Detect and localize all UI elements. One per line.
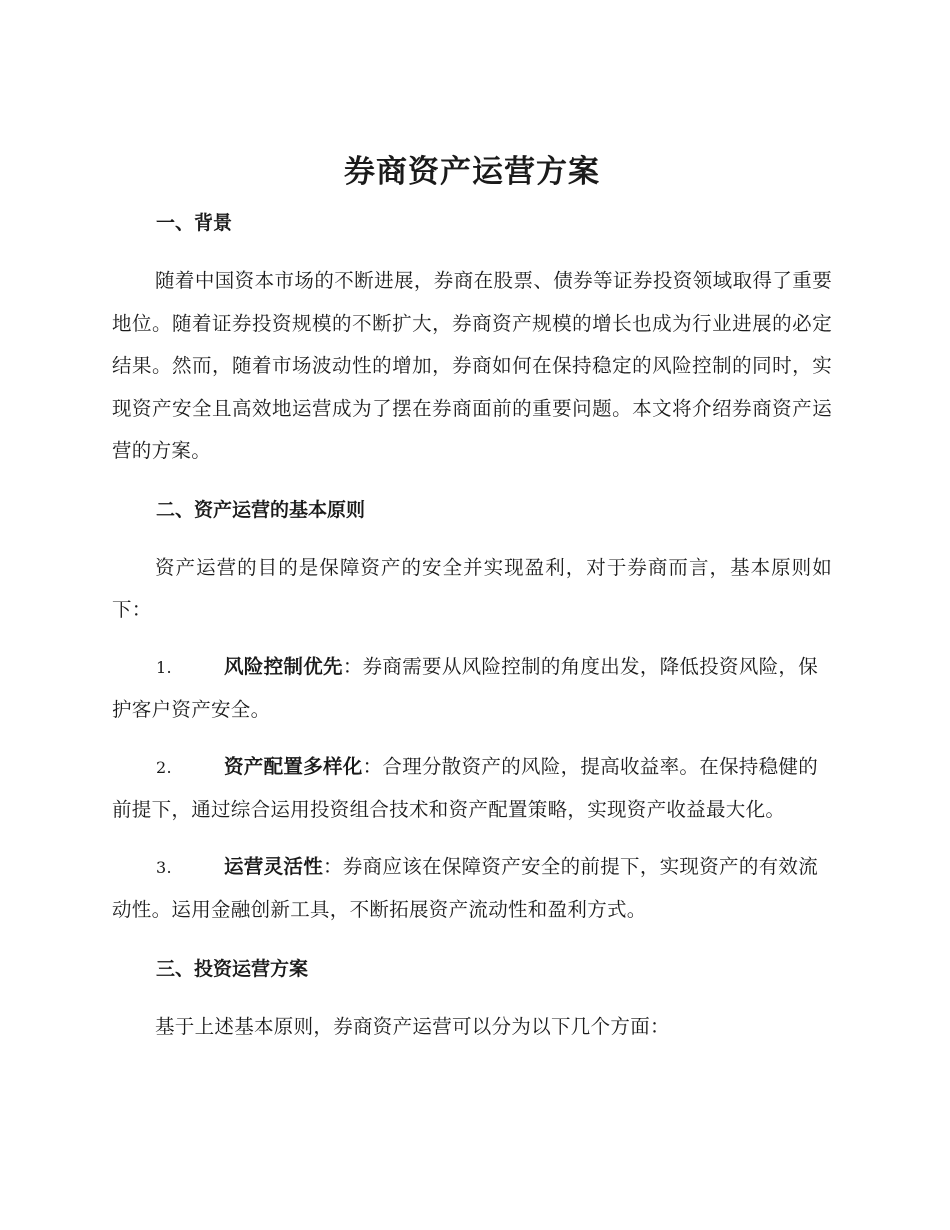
section-heading-background: 一、背景	[156, 212, 233, 234]
plan-intro-paragraph: 基于上述基本原则，券商资产运营可以分为以下几个方面：	[155, 1014, 670, 1038]
spacer	[112, 832, 832, 846]
spacer	[112, 473, 832, 495]
list-item-text: ：合理分散资产的风险，提高收益率。在保持稳健的前提下，通过综合运用投资组合技术和资产配置策略，实现资产收益最大化。	[112, 754, 819, 821]
spacer	[112, 525, 832, 547]
list-item-text: ：券商应该在保障资产安全的前提下，实现资产的有效流动性。运用金融创新工具，不断拓展资产流动性和盈利方式。	[112, 854, 819, 921]
spacer	[112, 932, 832, 954]
spacer	[112, 238, 832, 260]
principle-list-item	[112, 846, 832, 932]
spacer	[112, 732, 832, 746]
background-paragraph: 随着中国资本市场的不断进展，券商在股票、债券等证券投资领域取得了重要地位。随着证券投资规模的不断扩大，券商资产规模的增长也成为行业进展的必定结果。然而，随着市场波动性的增加，券商如何在保持稳定的风险控制的同时，实现资产安全且高效地运营成为了摆在券商面前的重要问题。本文将介绍券商资产运营的方案。	[112, 269, 832, 462]
list-item-term: 运营灵活性	[224, 854, 324, 878]
list-item-text: ：券商需要从风险控制的角度出发，降低投资风险，保护客户资产安全。	[112, 654, 819, 721]
list-item-number: 3.	[156, 857, 172, 877]
list-item-number: 2.	[156, 757, 172, 777]
section-heading-principles: 二、资产运营的基本原则	[156, 498, 366, 521]
document-title: 券商资产运营方案	[344, 154, 600, 190]
spacer	[112, 194, 832, 208]
list-item-term: 风险控制优先	[224, 654, 343, 678]
spacer	[112, 632, 832, 646]
section-heading-plan: 三、投资运营方案	[156, 957, 309, 980]
principle-list-item	[112, 746, 832, 832]
list-item-number: 1.	[156, 657, 172, 677]
principle-list-item	[112, 646, 832, 732]
principles-intro-paragraph: 资产运营的目的是保障资产的安全并实现盈利，对于券商而言，基本原则如下：	[112, 555, 832, 621]
list-item-term: 资产配置多样化	[224, 754, 363, 778]
spacer	[112, 984, 832, 1006]
